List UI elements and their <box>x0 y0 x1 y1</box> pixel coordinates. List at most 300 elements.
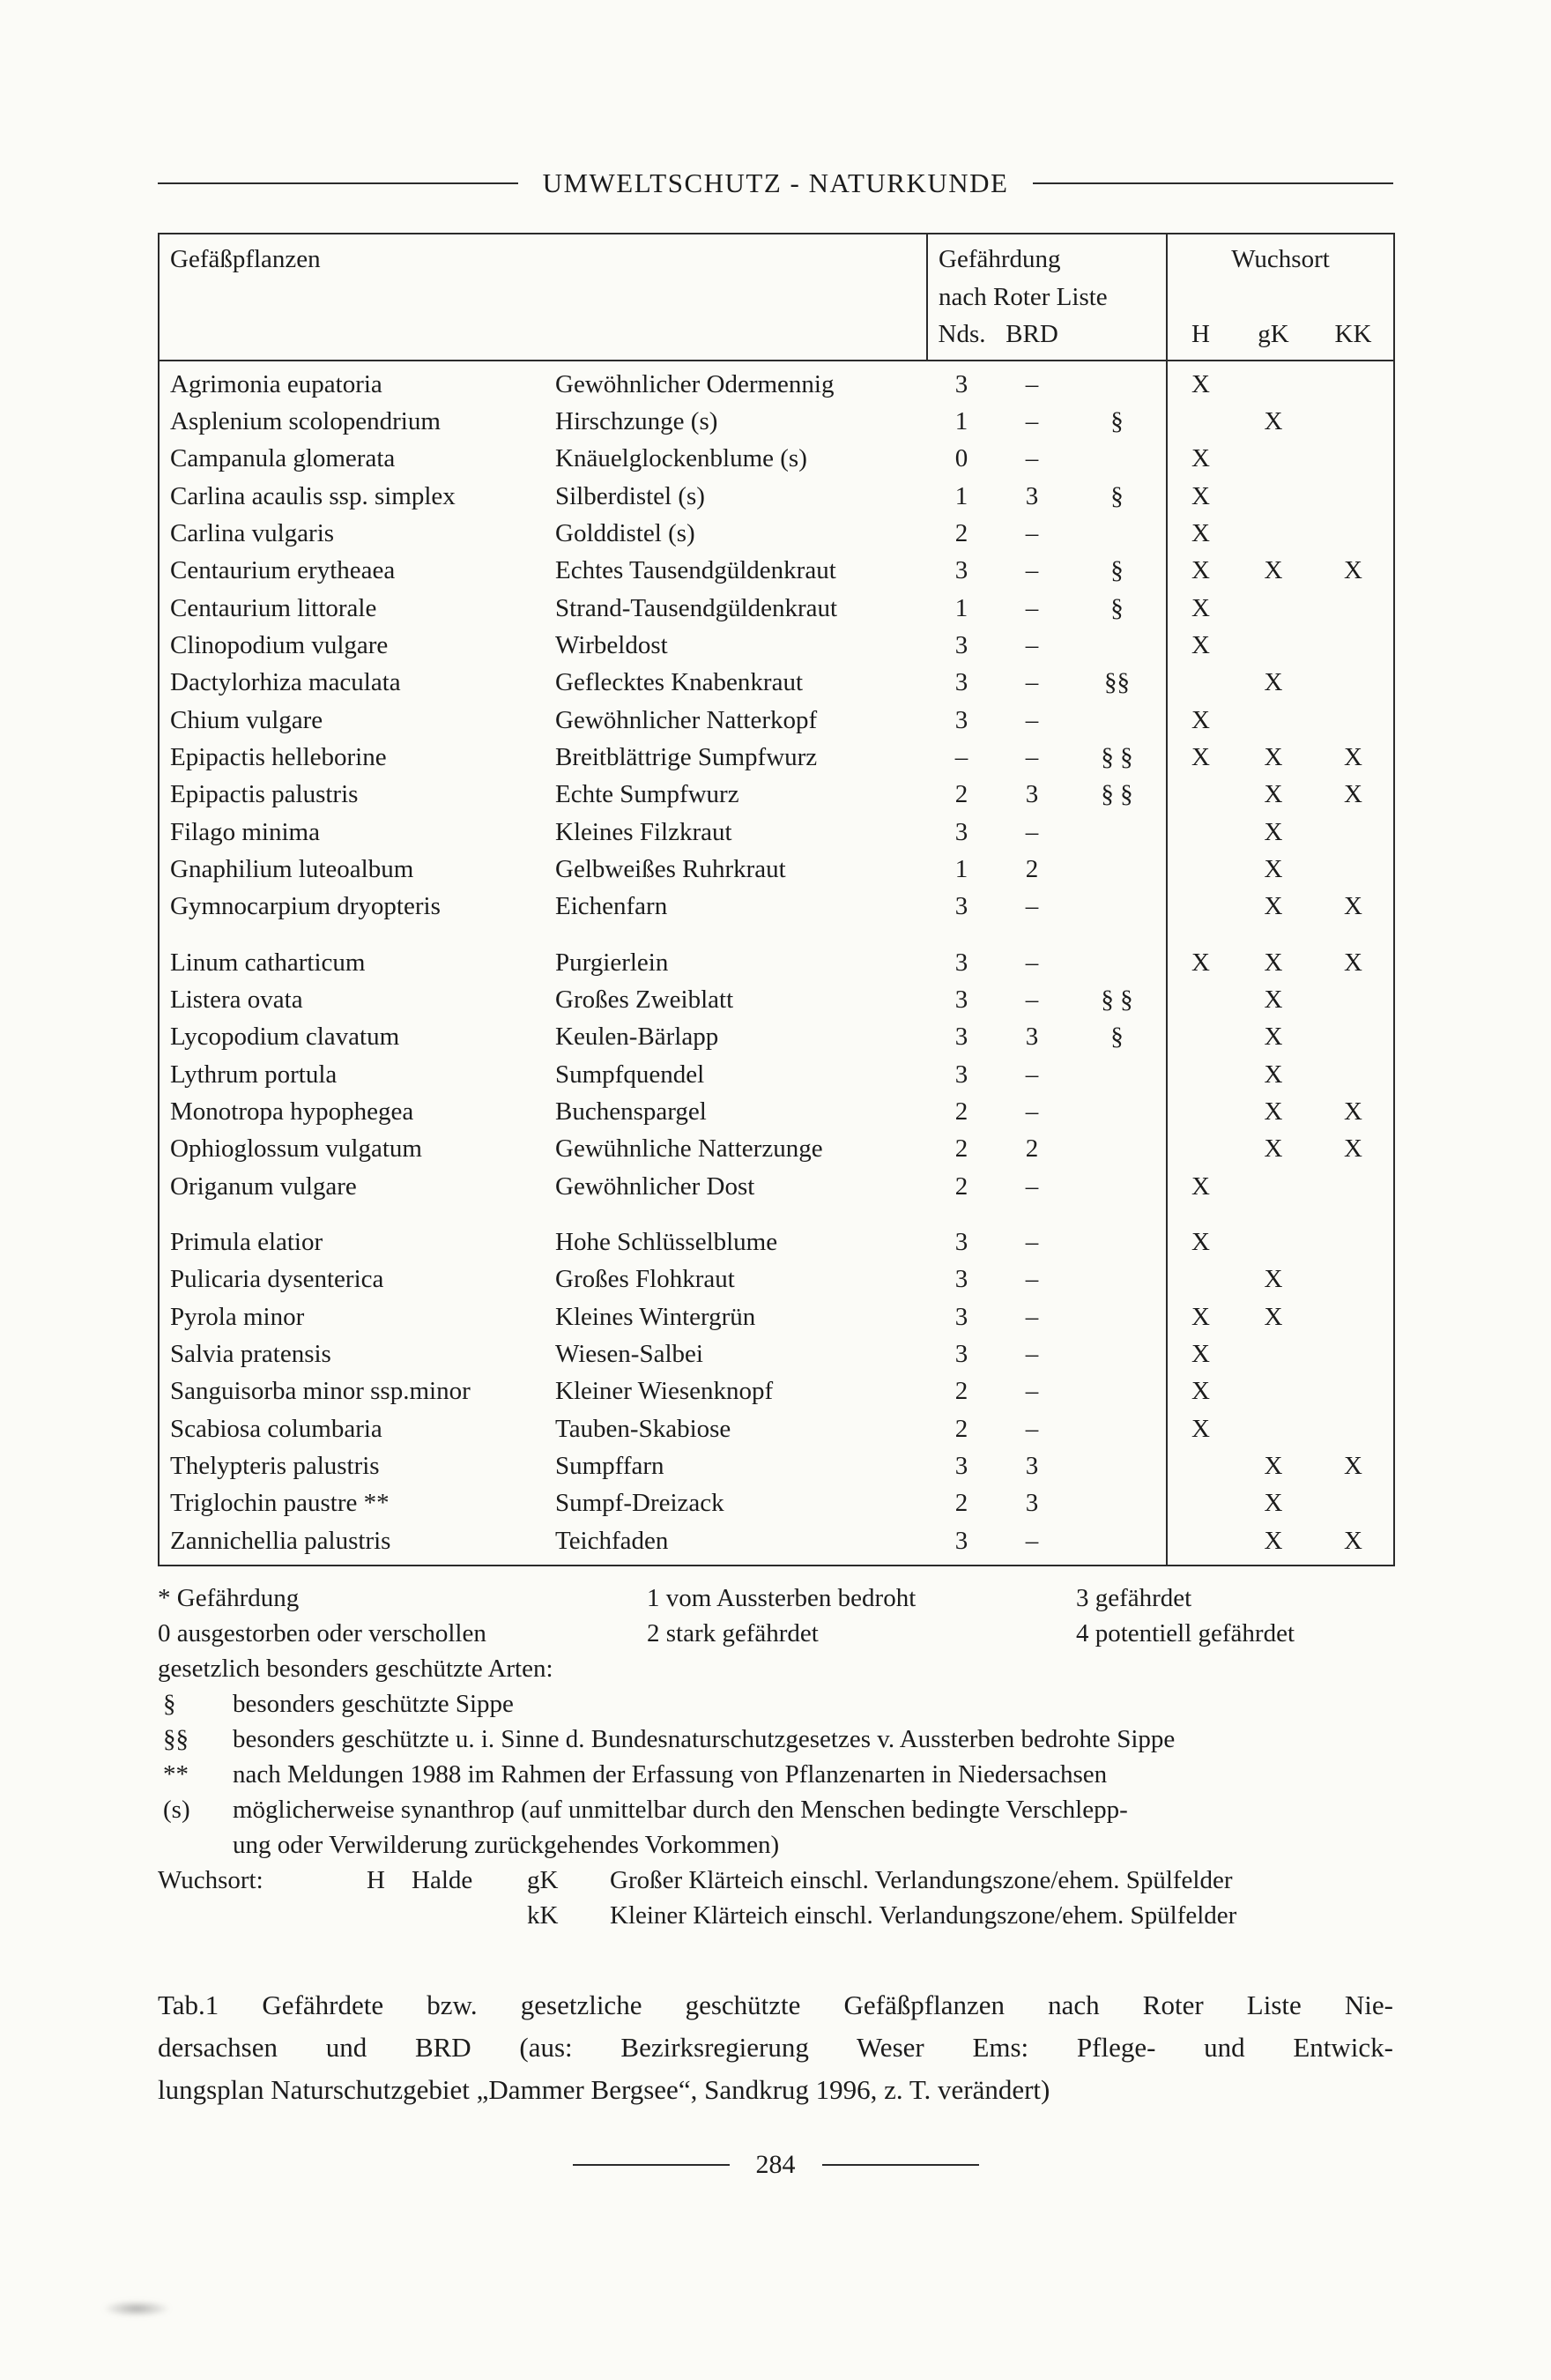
wuchsort-h-mark: X <box>1167 1168 1234 1205</box>
nds-value: 3 <box>954 1339 968 1368</box>
col-header-gefaehrdung-line2: nach Roter Liste <box>939 282 1108 311</box>
brd-value: – <box>1025 556 1039 585</box>
latin-name: Salvia pratensis <box>170 1339 331 1368</box>
table-row <box>159 590 1394 627</box>
wuchsort-h-mark: X <box>1167 552 1234 589</box>
wuchsort-gk-mark: X <box>1264 1134 1283 1164</box>
brd-value: – <box>1025 1228 1039 1256</box>
wuchsort-h-mark: X <box>1167 515 1234 552</box>
wuchsort-kk-mark <box>1313 1018 1394 1055</box>
wuchsort-kk-mark <box>1313 478 1394 515</box>
wuchsort-gk-mark: X <box>1264 855 1283 884</box>
latin-name: Triglochin paustre ** <box>170 1489 390 1518</box>
brd-value: – <box>1025 407 1039 436</box>
wuchsort-kk-mark <box>1313 515 1394 552</box>
footer-rule-left <box>573 2164 730 2166</box>
wuchsort-h-value: Halde <box>412 1865 473 1894</box>
wuchsort-gk-mark <box>1234 361 1313 403</box>
wuchsort-h-mark <box>1167 1484 1234 1521</box>
legend-symbol: ** <box>163 1759 189 1789</box>
wuchsort-gk-key: gK <box>527 1865 559 1894</box>
table-row <box>159 1372 1394 1409</box>
protection-value: § § <box>1101 985 1133 1015</box>
german-name: Kleiner Wiesenknopf <box>555 1377 774 1406</box>
wuchsort-h-mark: X <box>1167 1372 1234 1409</box>
brd-value: – <box>1025 1302 1039 1331</box>
col-header-gefaehrdung-line1: Gefährdung <box>939 245 1061 273</box>
brd-value: – <box>1025 892 1039 921</box>
german-name: Geflecktes Knabenkraut <box>555 668 804 697</box>
legend-code-3: 3 gefährdet <box>1076 1583 1192 1612</box>
wuchsort-gk-mark <box>1234 590 1313 627</box>
legend-wuchsort-line2 <box>158 1898 1393 1933</box>
german-name: Strand-Tausendgüldenkraut <box>555 593 838 622</box>
wuchsort-h-mark <box>1167 814 1234 851</box>
latin-name: Gnaphilium luteoalbum <box>170 855 414 884</box>
page-header-title: UMWELTSCHUTZ - NATURKUNDE <box>542 167 1009 198</box>
wuchsort-h-mark: X <box>1167 1410 1234 1447</box>
legend-item-asterisks <box>158 1757 1393 1792</box>
wuchsort-kk-mark: X <box>1344 1526 1362 1555</box>
table-row <box>159 1484 1394 1521</box>
wuchsort-h-mark: X <box>1167 627 1234 664</box>
brd-value: – <box>1025 817 1039 846</box>
wuchsort-kk-value: Kleiner Klärteich einschl. Verlandungszone/ehem. Spülfelder <box>610 1900 1237 1930</box>
table-row <box>159 627 1394 664</box>
protection-value <box>1068 1484 1167 1521</box>
latin-name: Gymnocarpium dryopteris <box>170 892 441 921</box>
wuchsort-gk-mark <box>1234 515 1313 552</box>
wuchsort-gk-mark: X <box>1264 1060 1283 1089</box>
legend-symbol: § <box>163 1689 176 1718</box>
protection-value <box>1068 926 1167 981</box>
nds-value: 3 <box>954 1265 968 1294</box>
wuchsort-gk-mark: X <box>1264 743 1283 772</box>
wuchsort-gk-mark <box>1234 1335 1313 1372</box>
brd-value: – <box>1025 1377 1039 1406</box>
nds-value: 3 <box>954 705 968 734</box>
wuchsort-h-mark <box>1167 776 1234 813</box>
brd-value: 3 <box>1025 1023 1039 1052</box>
protection-value <box>1068 1522 1167 1566</box>
protection-value: § <box>1110 407 1124 436</box>
german-name: Echtes Tausendgüldenkraut <box>555 556 836 585</box>
protection-value <box>1068 814 1167 851</box>
legend-symbol: (s) <box>163 1795 190 1824</box>
wuchsort-gk-mark: X <box>1264 1097 1283 1127</box>
nds-value: 3 <box>954 1228 968 1256</box>
protection-value <box>1068 1372 1167 1409</box>
protection-value: § § <box>1101 780 1133 809</box>
protection-value <box>1068 1130 1167 1167</box>
german-name: Purgierlein <box>555 948 669 977</box>
nds-value: 3 <box>954 668 968 697</box>
plant-table-body <box>159 361 1394 1566</box>
protection-value <box>1068 1335 1167 1372</box>
latin-name: Thelypteris palustris <box>170 1451 380 1480</box>
wuchsort-kk-mark: X <box>1344 892 1362 921</box>
wuchsort-h-mark <box>1167 1093 1234 1130</box>
legend-gefaehrdung-label: * Gefährdung <box>158 1583 300 1612</box>
nds-value: 3 <box>954 1302 968 1331</box>
wuchsort-kk-mark <box>1313 1484 1394 1521</box>
wuchsort-kk-mark <box>1313 1056 1394 1093</box>
protection-value: § <box>1110 556 1124 585</box>
legend-summary-row <box>158 1580 1393 1616</box>
wuchsort-gk-mark: X <box>1264 1451 1283 1480</box>
table-row <box>159 702 1394 739</box>
protection-value <box>1068 1410 1167 1447</box>
wuchsort-h-mark: X <box>1167 478 1234 515</box>
wuchsort-h-mark <box>1167 1447 1234 1484</box>
wuchsort-kk-mark: X <box>1344 556 1362 585</box>
legend-code-4: 4 potentiell gefährdet <box>1076 1618 1295 1647</box>
latin-name: Centaurium erytheaea <box>170 556 396 585</box>
wuchsort-gk-value: Großer Klärteich einschl. Verlandungszone/ehem. Spülfelder <box>610 1865 1233 1894</box>
german-name: Silberdistel (s) <box>555 481 705 510</box>
table-row <box>159 814 1394 851</box>
latin-name: Pulicaria dysenterica <box>170 1265 384 1294</box>
wuchsort-gk-mark: X <box>1264 556 1283 585</box>
wuchsort-kk-mark <box>1313 1298 1394 1335</box>
brd-value: – <box>1025 1097 1039 1127</box>
plant-table <box>158 233 1395 1566</box>
nds-value: – <box>954 743 968 772</box>
brd-value: – <box>1025 369 1039 398</box>
table-row <box>159 1168 1394 1205</box>
wuchsort-kk-mark <box>1313 1205 1394 1261</box>
wuchsort-gk-mark: X <box>1264 948 1283 977</box>
document-page <box>158 0 1393 2180</box>
latin-name: Monotropa hypophegea <box>170 1097 414 1127</box>
protection-value <box>1068 1168 1167 1205</box>
nds-value: 2 <box>954 519 968 548</box>
table-row <box>159 515 1394 552</box>
brd-value: 3 <box>1025 1451 1039 1480</box>
protection-value <box>1068 1205 1167 1261</box>
wuchsort-h-mark <box>1167 1261 1234 1298</box>
brd-value: – <box>1025 1171 1039 1201</box>
german-name: Golddistel (s) <box>555 519 695 548</box>
brd-value: – <box>1025 519 1039 548</box>
protection-value: §§ <box>1104 668 1130 697</box>
nds-value: 3 <box>954 985 968 1015</box>
legend-wuchsort-line <box>158 1863 1393 1898</box>
latin-name: Dactylorhiza maculata <box>170 668 401 697</box>
protection-value <box>1068 440 1167 477</box>
brd-value: 2 <box>1025 1134 1039 1164</box>
nds-value: 3 <box>954 1451 968 1480</box>
wuchsort-kk-mark <box>1313 814 1394 851</box>
legend <box>158 1580 1393 1933</box>
nds-value: 0 <box>954 444 968 473</box>
legend-text: besonders geschützte Sippe <box>233 1689 514 1718</box>
wuchsort-label: Wuchsort: <box>158 1865 263 1894</box>
wuchsort-h-mark <box>1167 851 1234 888</box>
wuchsort-gk-mark: X <box>1264 1489 1283 1518</box>
wuchsort-kk-mark <box>1313 1168 1394 1205</box>
legend-code-1: 1 vom Aussterben bedroht <box>647 1583 916 1612</box>
german-name: Echte Sumpfwurz <box>555 780 739 809</box>
german-name: Gewöhnlicher Odermennig <box>555 369 835 398</box>
col-header-nds: Nds. <box>938 320 986 349</box>
wuchsort-kk-mark <box>1313 702 1394 739</box>
col-header-protection <box>1068 316 1167 361</box>
legend-item-paragraph <box>158 1686 1393 1722</box>
legend-text: nach Meldungen 1988 im Rahmen der Erfassung von Pflanzenarten in Niedersachsen <box>233 1759 1108 1789</box>
german-name: Tauben-Skabiose <box>555 1414 731 1443</box>
brd-value: – <box>1025 985 1039 1015</box>
table-row <box>159 403 1394 440</box>
table-row <box>159 1018 1394 1055</box>
wuchsort-h-mark <box>1167 1018 1234 1055</box>
wuchsort-kk-mark: X <box>1344 743 1362 772</box>
wuchsort-gk-mark: X <box>1264 985 1283 1015</box>
brd-value: – <box>1025 705 1039 734</box>
wuchsort-gk-mark: X <box>1264 668 1283 697</box>
nds-value: 2 <box>954 1489 968 1518</box>
table-row <box>159 1522 1394 1566</box>
table-row <box>159 440 1394 477</box>
wuchsort-gk-mark <box>1234 1205 1313 1261</box>
wuchsort-kk-mark <box>1313 403 1394 440</box>
nds-value: 3 <box>954 556 968 585</box>
legend-code-2: 2 stark gefährdet <box>647 1618 819 1647</box>
wuchsort-h-mark: X <box>1167 361 1234 403</box>
wuchsort-kk-mark: X <box>1344 948 1362 977</box>
wuchsort-kk-mark: X <box>1344 1134 1362 1164</box>
german-name: Großes Zweiblatt <box>555 985 734 1015</box>
latin-name: Chium vulgare <box>170 705 323 734</box>
wuchsort-gk-mark <box>1234 440 1313 477</box>
wuchsort-kk-mark <box>1313 1372 1394 1409</box>
nds-value: 2 <box>954 1377 968 1406</box>
german-name: Kleines Filzkraut <box>555 817 732 846</box>
wuchsort-h-mark: X <box>1167 702 1234 739</box>
german-name: Sumpfquendel <box>555 1060 705 1089</box>
german-name: Kleines Wintergrün <box>555 1302 756 1331</box>
wuchsort-h-key: H <box>367 1865 385 1894</box>
brd-value: – <box>1025 1414 1039 1443</box>
wuchsort-h-mark: X <box>1167 1298 1234 1335</box>
protection-value: § <box>1110 593 1124 622</box>
nds-value: 2 <box>954 1171 968 1201</box>
table-caption <box>158 1984 1393 2111</box>
latin-name: Centaurium littorale <box>170 593 377 622</box>
german-name: Gelbweißes Ruhrkraut <box>555 855 786 884</box>
header-rule-left <box>158 182 518 184</box>
protection-value: § § <box>1101 743 1133 772</box>
wuchsort-kk-mark <box>1313 440 1394 477</box>
latin-name: Ophioglossum vulgatum <box>170 1134 422 1164</box>
nds-value: 2 <box>954 1097 968 1127</box>
table-row <box>159 851 1394 888</box>
german-name: Hirschzunge (s) <box>555 407 718 436</box>
german-name: Gewöhnlicher Dost <box>555 1171 755 1201</box>
german-name: Eichenfarn <box>555 892 668 921</box>
german-name: Teichfaden <box>555 1526 669 1555</box>
latin-name: Epipactis helleborine <box>170 743 387 772</box>
protection-value <box>1068 1261 1167 1298</box>
legend-summary-row <box>158 1616 1393 1651</box>
german-name: Gewühnliche Natterzunge <box>555 1134 823 1164</box>
table-row <box>159 1410 1394 1447</box>
legend-item-s <box>158 1792 1393 1827</box>
wuchsort-gk-mark <box>1234 1168 1313 1205</box>
wuchsort-kk-mark <box>1313 1261 1394 1298</box>
nds-value: 2 <box>954 780 968 809</box>
latin-name: Carlina acaulis ssp. simplex <box>170 481 456 510</box>
wuchsort-gk-mark: X <box>1264 1302 1283 1331</box>
wuchsort-gk-mark: X <box>1264 1023 1283 1052</box>
caption-line: dersachsen und BRD (aus: Bezirksregierung Weser Ems: Pflege- und Entwick- <box>158 2031 1393 2063</box>
table-row <box>159 1205 1394 1261</box>
wuchsort-kk-mark: X <box>1344 1451 1362 1480</box>
brd-value: 3 <box>1025 1489 1039 1518</box>
latin-name: Origanum vulgare <box>170 1171 357 1201</box>
latin-name: Agrimonia eupatoria <box>170 369 382 398</box>
german-name: Sumpffarn <box>555 1451 664 1480</box>
scan-artifact <box>102 2301 171 2317</box>
wuchsort-h-mark <box>1167 1522 1234 1566</box>
col-header-wuchsort: Wuchsort <box>1167 234 1394 316</box>
nds-value: 2 <box>954 1134 968 1164</box>
table-row <box>159 1447 1394 1484</box>
wuchsort-gk-mark: X <box>1264 1265 1283 1294</box>
nds-value: 1 <box>954 855 968 884</box>
german-name: Wiesen-Salbei <box>555 1339 703 1368</box>
german-name: Knäuelglockenblume (s) <box>555 444 807 473</box>
nds-value: 1 <box>954 593 968 622</box>
latin-name: Sanguisorba minor ssp.minor <box>170 1377 471 1406</box>
wuchsort-h-mark <box>1167 1056 1234 1093</box>
wuchsort-gk-mark <box>1234 478 1313 515</box>
legend-arten-heading: gesetzlich besonders geschützte Arten: <box>158 1654 553 1683</box>
brd-value: – <box>1025 1265 1039 1294</box>
wuchsort-h-mark: X <box>1167 590 1234 627</box>
brd-value: 2 <box>1025 855 1039 884</box>
nds-value: 3 <box>954 817 968 846</box>
nds-value: 3 <box>954 631 968 660</box>
brd-value: 3 <box>1025 780 1039 809</box>
table-row <box>159 1298 1394 1335</box>
nds-value: 3 <box>954 1023 968 1052</box>
german-name: Wirbeldost <box>555 631 668 660</box>
wuchsort-gk-mark: X <box>1264 892 1283 921</box>
brd-value: – <box>1025 593 1039 622</box>
table-row <box>159 981 1394 1018</box>
table-row <box>159 1261 1394 1298</box>
brd-value: – <box>1025 1060 1039 1089</box>
wuchsort-kk-mark <box>1313 361 1394 403</box>
wuchsort-gk-mark: X <box>1264 407 1283 436</box>
legend-item-double-paragraph <box>158 1722 1393 1757</box>
protection-value <box>1068 888 1167 925</box>
wuchsort-gk-mark <box>1234 1372 1313 1409</box>
brd-value: – <box>1025 631 1039 660</box>
nds-value: 3 <box>954 1060 968 1089</box>
brd-value: – <box>1025 444 1039 473</box>
german-name: Hohe Schlüsselblume <box>555 1228 778 1256</box>
wuchsort-kk-mark <box>1313 590 1394 627</box>
wuchsort-kk-mark <box>1313 981 1394 1018</box>
col-header-h: H <box>1167 316 1234 361</box>
table-row <box>159 361 1394 403</box>
header-rule-right <box>1033 182 1393 184</box>
german-name: Sumpf-Dreizack <box>555 1489 724 1518</box>
wuchsort-kk-mark <box>1313 851 1394 888</box>
wuchsort-h-mark <box>1167 1130 1234 1167</box>
nds-value: 2 <box>954 1414 968 1443</box>
wuchsort-h-mark: X <box>1167 1205 1234 1261</box>
table-row <box>159 664 1394 701</box>
table-row <box>159 552 1394 589</box>
page-footer <box>158 2150 1393 2180</box>
wuchsort-gk-mark: X <box>1264 817 1283 846</box>
page-number: 284 <box>755 2149 796 2179</box>
wuchsort-kk-mark <box>1313 1335 1394 1372</box>
latin-name: Asplenium scolopendrium <box>170 407 441 436</box>
latin-name: Filago minima <box>170 817 320 846</box>
wuchsort-gk-mark: X <box>1264 1526 1283 1555</box>
protection-value <box>1068 1298 1167 1335</box>
protection-value <box>1068 1093 1167 1130</box>
protection-value <box>1068 851 1167 888</box>
table-row <box>159 926 1394 981</box>
protection-value <box>1068 1447 1167 1484</box>
table-row <box>159 1093 1394 1130</box>
protection-value <box>1068 702 1167 739</box>
legend-text: möglicherweise synanthrop (auf unmittelbar durch den Menschen bedingte Verschlepp- <box>233 1795 1128 1824</box>
protection-value <box>1068 515 1167 552</box>
brd-value: – <box>1025 743 1039 772</box>
german-name: Gewöhnlicher Natterkopf <box>555 705 818 734</box>
table-row <box>159 1056 1394 1093</box>
col-header-gk: gK <box>1258 320 1289 349</box>
protection-value <box>1068 627 1167 664</box>
brd-value: – <box>1025 1526 1039 1555</box>
nds-value: 1 <box>954 407 968 436</box>
table-row <box>159 478 1394 515</box>
protection-value: § <box>1110 1023 1124 1052</box>
latin-name: Clinopodium vulgare <box>170 631 389 660</box>
wuchsort-h-mark <box>1167 664 1234 701</box>
brd-value: 3 <box>1025 481 1039 510</box>
protection-value <box>1068 1056 1167 1093</box>
latin-name: Campanula glomerata <box>170 444 396 473</box>
wuchsort-h-mark <box>1167 981 1234 1018</box>
legend-text-continuation: ung oder Verwilderung zurückgehendes Vorkommen) <box>233 1830 780 1859</box>
legend-symbol: §§ <box>163 1724 189 1753</box>
table-row <box>159 1335 1394 1372</box>
german-name: Großes Flohkraut <box>555 1265 735 1294</box>
wuchsort-gk-mark <box>1234 627 1313 664</box>
nds-value: 3 <box>954 1526 968 1555</box>
col-header-kk: KK <box>1334 320 1372 349</box>
wuchsort-h-mark: X <box>1167 440 1234 477</box>
plant-table-header <box>159 234 1394 361</box>
latin-name: Lythrum portula <box>170 1060 338 1089</box>
latin-name: Zannichellia palustris <box>170 1526 391 1555</box>
table-row <box>159 888 1394 925</box>
latin-name: Epipactis palustris <box>170 780 359 809</box>
caption-line: Tab.1 Gefährdete bzw. gesetzliche geschützte Gefäßpflanzen nach Roter Liste Nie- <box>158 1989 1393 2020</box>
table-row <box>159 776 1394 813</box>
table-row <box>159 739 1394 776</box>
german-name: Breitblättrige Sumpfwurz <box>555 743 818 772</box>
nds-value: 3 <box>954 948 968 977</box>
latin-name: Primula elatior <box>170 1228 323 1256</box>
